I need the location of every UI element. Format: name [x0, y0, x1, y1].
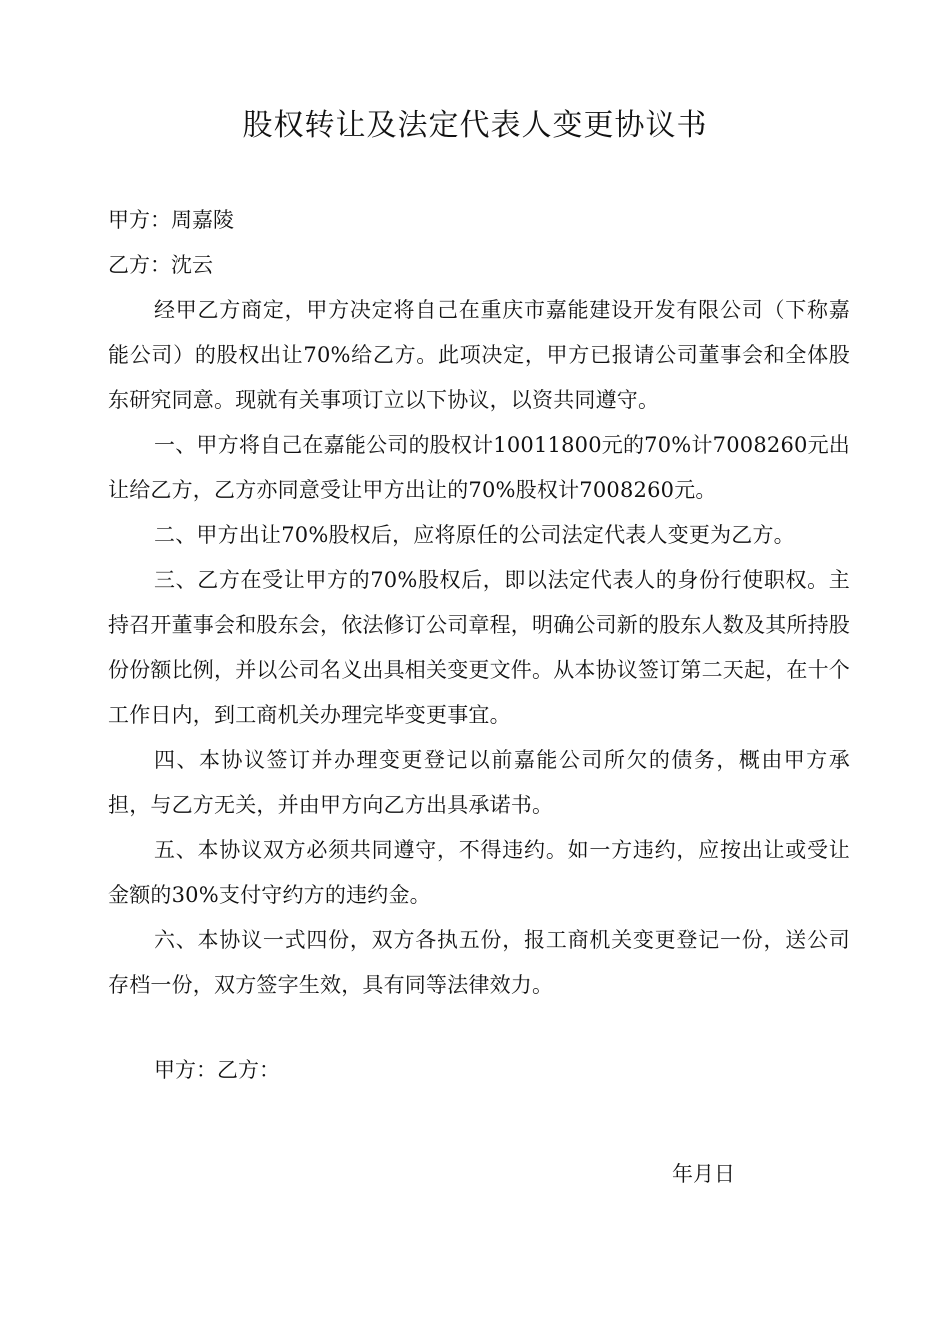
clause-3-paragraph: 三、乙方在受让甲方的70%股权后，即以法定代表人的身份行使职权。主持召开董事会和股东会，依法修订公司章程，明确公司新的股东人数及其所持股份份额比例，并以公司名义出具相关变更文件。从本协议签订第二天起，在十个工作日内，到工商机关办理完毕变更事宜。 — [108, 568, 850, 727]
clause-6-paragraph: 六、本协议一式四份，双方各执五份，报工商机关变更登记一份，送公司存档一份，双方签字生效，具有同等法律效力。 — [108, 928, 850, 997]
clause-5-paragraph: 五、本协议双方必须共同遵守，不得违约。如一方违约，应按出让或受让金额的30%支付守约方的违约金。 — [108, 838, 850, 907]
agreement-body — [108, 288, 850, 1008]
date-line: 年月日 — [672, 1162, 735, 1186]
clause-1-paragraph: 一、甲方将自己在嘉能公司的股权计10011800元的70%计7008260元出让给乙方，乙方亦同意受让甲方出让的70%股权计7008260元。 — [108, 433, 850, 502]
clause-4-paragraph: 四、本协议签订并办理变更登记以前嘉能公司所欠的债务，概由甲方承担，与乙方无关，并由甲方向乙方出具承诺书。 — [108, 748, 850, 817]
signature-line: 甲方：乙方： — [154, 1058, 280, 1082]
party-a-line: 甲方：周嘉陵 — [108, 208, 234, 232]
clause-2-paragraph: 二、甲方出让70%股权后，应将原任的公司法定代表人变更为乙方。 — [154, 523, 795, 547]
intro-paragraph: 经甲乙方商定，甲方决定将自己在重庆市嘉能建设开发有限公司（下称嘉能公司）的股权出让70%给乙方。此项决定，甲方已报请公司董事会和全体股东研究同意。现就有关事项订立以下协议，以资共同遵守。 — [108, 298, 850, 412]
party-b-line: 乙方：沈云 — [108, 253, 213, 277]
document-title: 股权转让及法定代表人变更协议书 — [242, 108, 708, 143]
